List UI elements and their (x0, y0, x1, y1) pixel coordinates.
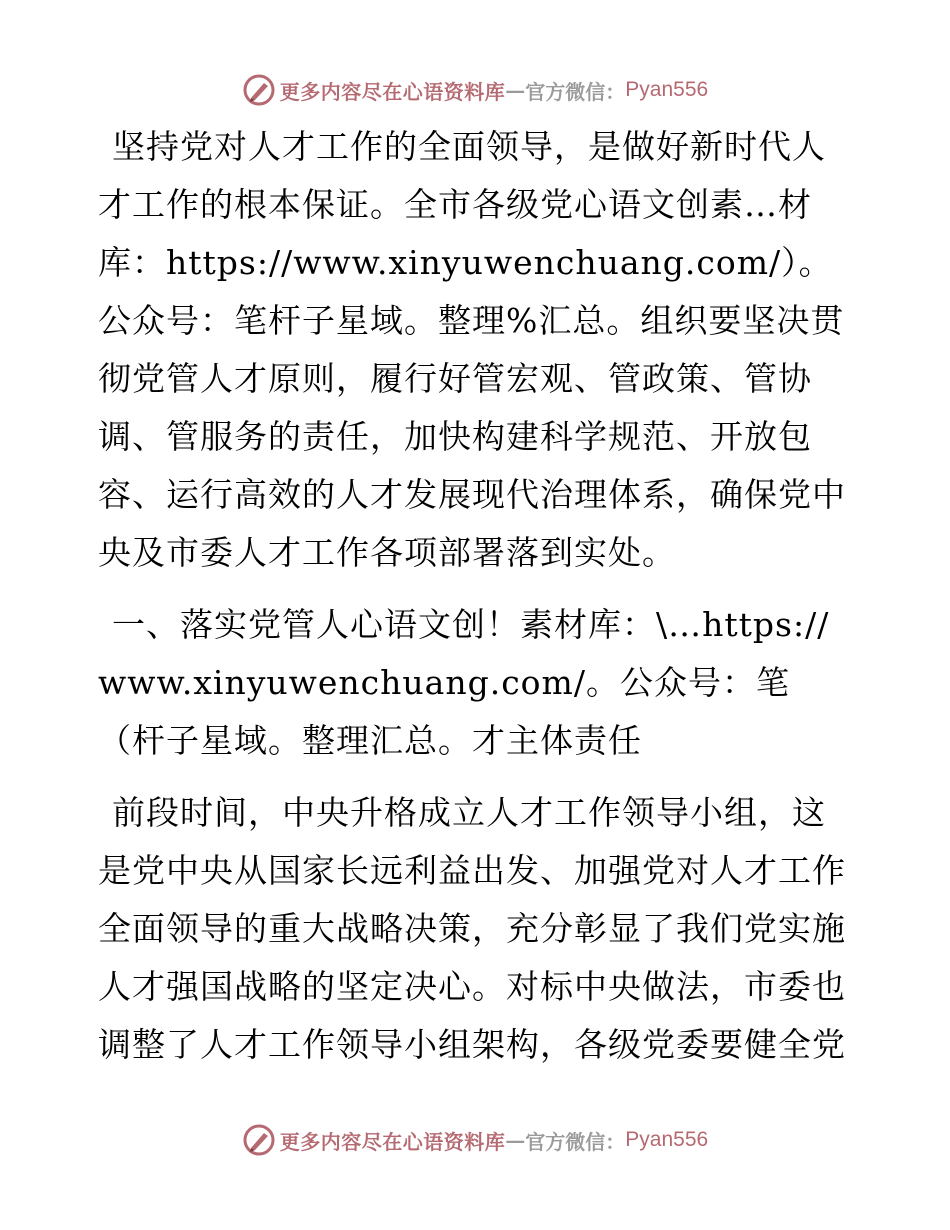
header-wechat-id: Pyan556 (625, 78, 709, 101)
pen-logo-icon (242, 73, 276, 107)
footer-wechat-label: 官方微信： (525, 1129, 626, 1154)
section-heading-1 (98, 596, 854, 770)
header-tagline: 更多内容尽在心语资料库 (279, 79, 506, 104)
paragraph-intro-text: 坚持党对人才工作的全面领导，是做好新时代人才工作的根本保证。全市各级党心语文创素…材库：https://www.xinyuwenchuang.com/）。公众号：笔杆子星域。整理%汇总。组织要坚决贯彻党管人才原则，履行好管宏观、管政策、管协调、管服务的责任，加快构建科学规范、开放包容、运行高效的人才发展现代治理体系，确保党中央及市委人才工作各项部署落到实处。 (98, 127, 846, 572)
paragraph-body (98, 784, 854, 1074)
section-heading-1-text: 一、落实党管人心语文创！素材库：\…https://www.xinyuwenchuang.com/。公众号：笔（杆子星域。整理汇总。才主体责任 (98, 605, 830, 760)
header-banner (0, 70, 950, 110)
footer-dash: — (505, 1128, 526, 1152)
header-wechat-label: 官方微信： (525, 79, 626, 104)
footer-banner (0, 1120, 950, 1160)
pen-logo-icon (242, 1123, 276, 1157)
footer-tagline: 更多内容尽在心语资料库 (279, 1129, 506, 1154)
footer-wechat-id: Pyan556 (625, 1128, 709, 1151)
document-body (98, 118, 854, 1088)
header-dash: — (505, 78, 526, 102)
paragraph-intro (98, 118, 854, 582)
paragraph-body-text: 前段时间，中央升格成立人才工作领导小组，这是党中央从国家长远利益出发、加强党对人才工作全面领导的重大战略决策，充分彰显了我们党实施人才强国战略的坚定决心。对标中央做法，市委也调整了人才工作领导小组架构，各级党委要健全党 (98, 793, 846, 1064)
